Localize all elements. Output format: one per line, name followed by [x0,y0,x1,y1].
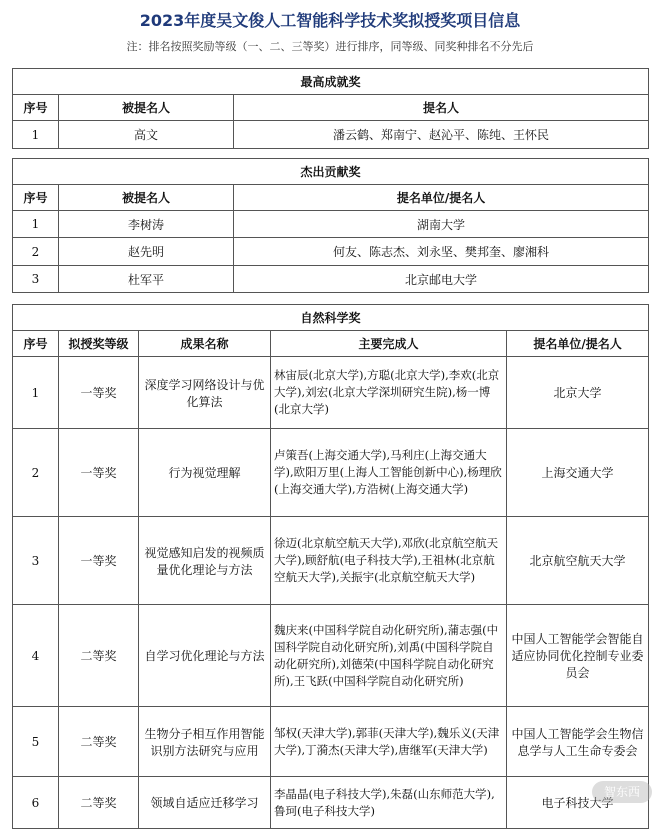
nominee: 杜军平 [59,266,234,293]
award-level: 一等奖 [59,357,139,429]
table-row [13,707,649,777]
column-header: 被提名人 [59,95,234,121]
project-name: 深度学习网络设计与优化算法 [139,357,271,429]
row-number: 2 [13,429,59,517]
nominating-unit: 上海交通大学 [507,429,649,517]
award-level: 一等奖 [59,517,139,605]
table-row [13,121,649,149]
row-number: 4 [13,605,59,707]
main-contributors: 邹权(天津大学),郭菲(天津大学),魏乐义(天津大学),丁漪杰(天津大学),唐继军(天津大学) [271,707,507,777]
project-name: 视觉感知启发的视频质量优化理论与方法 [139,517,271,605]
project-name: 领域自适应迁移学习 [139,777,271,829]
nominating-unit: 电子科技大学 [507,777,649,829]
award-level: 一等奖 [59,429,139,517]
column-header: 拟授奖等级 [59,331,139,357]
table-row [13,211,649,238]
nominating-unit: 中国人工智能学会生物信息学与人工生命专委会 [507,707,649,777]
row-number: 1 [13,357,59,429]
nominator: 潘云鹤、郑南宁、赵沁平、陈纯、王怀民 [234,121,649,149]
table-row [13,357,649,429]
column-header: 提名单位/提名人 [507,331,649,357]
row-number: 6 [13,777,59,829]
nominator: 北京邮电大学 [234,266,649,293]
watermark-logo: 智东西 [592,781,652,803]
nominator: 何友、陈志杰、刘永坚、樊邦奎、廖湘科 [234,238,649,266]
project-name: 自学习优化理论与方法 [139,605,271,707]
table-row [13,429,649,517]
project-name: 行为视觉理解 [139,429,271,517]
section-caption: 自然科学奖 [13,305,649,331]
column-header: 序号 [13,331,59,357]
main-contributors: 卢策吾(上海交通大学),马利庄(上海交通大学),欧阳万里(上海人工智能创新中心),杨理欣(上海交通大学),方浩树(上海交通大学) [271,429,507,517]
nominating-unit: 北京航空航天大学 [507,517,649,605]
column-header: 提名人 [234,95,649,121]
column-header: 成果名称 [139,331,271,357]
row-number: 3 [13,517,59,605]
nominator: 湖南大学 [234,211,649,238]
column-header: 主要完成人 [271,331,507,357]
column-header: 被提名人 [59,185,234,211]
page-title: 2023年度吴文俊人工智能科学技术奖拟授奖项目信息 [139,11,521,30]
row-number: 1 [13,121,59,149]
main-contributors: 徐迈(北京航空航天大学),邓欣(北京航空航天大学),顾舒航(电子科技大学),王祖林(北京航空航天大学),关振宇(北京航空航天大学) [271,517,507,605]
table-row [13,605,649,707]
project-name: 生物分子相互作用智能识别方法研究与应用 [139,707,271,777]
main-contributors: 魏庆来(中国科学院自动化研究所),蒲志强(中国科学院自动化研究所),刘禹(中国科学院自动化研究所),刘德荣(中国科学院自动化研究所),王飞跃(中国科学院自动化研究所) [271,605,507,707]
row-number: 3 [13,266,59,293]
highest-achievement-table [12,68,649,149]
table-row [13,266,649,293]
column-header: 序号 [13,95,59,121]
ranking-note: 注：排名按照奖励等级（一、二、三等奖）进行排序，同等级、同奖种排名不分先后 [126,40,534,53]
row-number: 5 [13,707,59,777]
table-row [13,777,649,829]
column-header: 序号 [13,185,59,211]
section-caption: 杰出贡献奖 [13,159,649,185]
award-level: 二等奖 [59,707,139,777]
award-level: 二等奖 [59,605,139,707]
nominee: 李树涛 [59,211,234,238]
row-number: 2 [13,238,59,266]
nominating-unit: 中国人工智能学会智能自适应协同优化控制专业委员会 [507,605,649,707]
nominating-unit: 北京大学 [507,357,649,429]
table-row [13,238,649,266]
nominee: 赵先明 [59,238,234,266]
column-header: 提名单位/提名人 [234,185,649,211]
main-contributors: 李晶晶(电子科技大学),朱磊(山东师范大学),鲁珂(电子科技大学) [271,777,507,829]
natural-science-table [12,304,649,829]
main-contributors: 林宙辰(北京大学),方聪(北京大学),李欢(北京大学),刘宏(北京大学深圳研究生院),杨一博(北京大学) [271,357,507,429]
row-number: 1 [13,211,59,238]
section-caption: 最高成就奖 [13,69,649,95]
outstanding-contribution-table [12,158,649,293]
award-level: 二等奖 [59,777,139,829]
nominee: 高文 [59,121,234,149]
table-row [13,517,649,605]
